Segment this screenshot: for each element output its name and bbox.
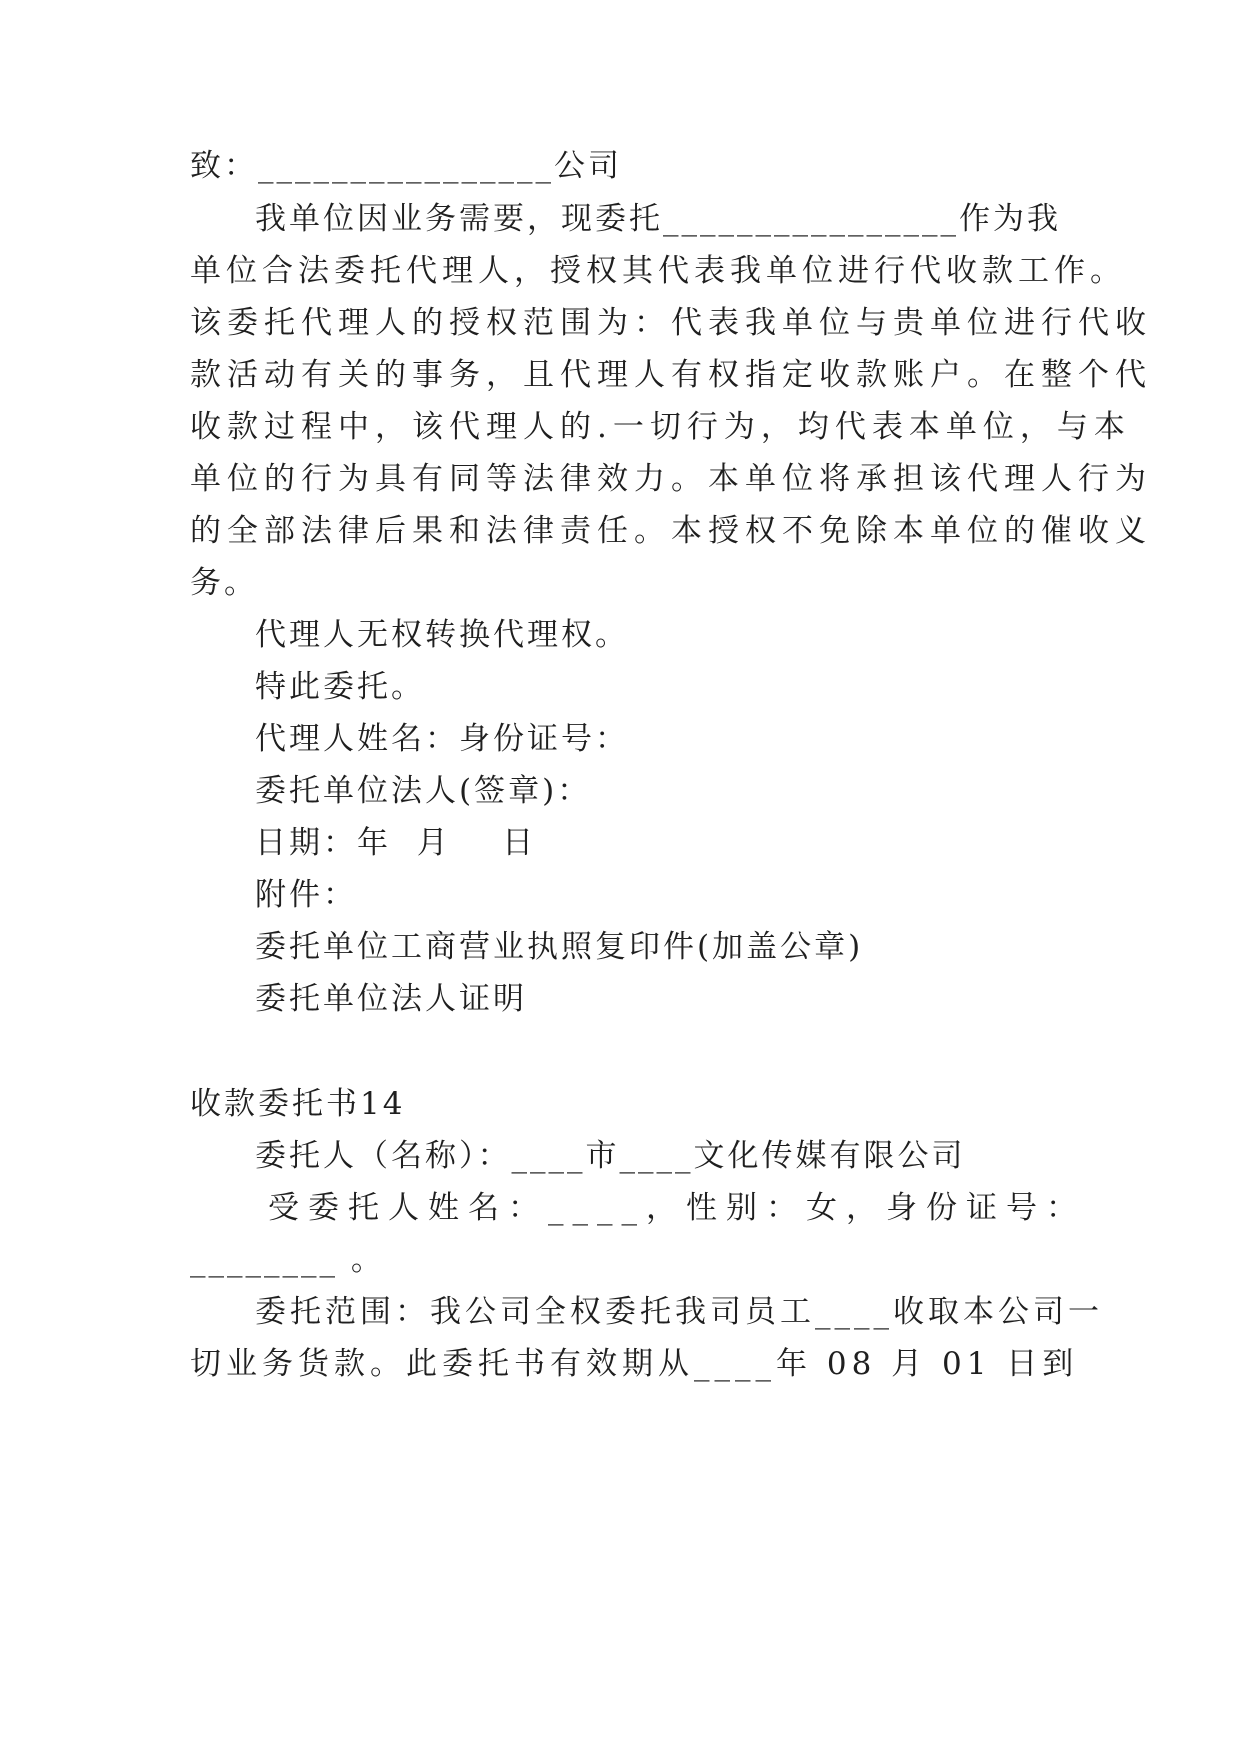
attachment-item-1: 委托单位工商营业执照复印件(加盖公章) xyxy=(255,929,864,965)
no-transfer-line: 代理人无权转换代理权。 xyxy=(255,617,629,653)
id-blank-line: ________ 。 xyxy=(190,1242,385,1278)
scope-line-1: 委托范围：我公司全权委托我司员工____收取本公司一 xyxy=(255,1294,1103,1330)
hereby-line: 特此委托。 xyxy=(255,669,425,705)
legal-rep-sign-line: 委托单位法人(签章)： xyxy=(255,773,592,809)
section-title: 收款委托书14 xyxy=(190,1086,406,1122)
body-line-4: 款活动有关的事务，且代理人有权指定收款账户。在整个代 xyxy=(190,357,1152,393)
scope-line-2: 切业务货款。此委托书有效期从____年 08 月 01 日到 xyxy=(190,1346,1079,1382)
body-line-5: 收款过程中，该代理人的.一切行为，均代表本单位，与本 xyxy=(190,409,1131,445)
addressee-line: 致：________________公司 xyxy=(190,148,622,184)
body-line-1: 我单位因业务需要，现委托________________作为我 xyxy=(255,201,1061,237)
principal-line: 委托人（名称）：____市____文化传媒有限公司 xyxy=(255,1138,966,1174)
body-line-7: 的全部法律后果和法律责任。本授权不免除本单位的催收义 xyxy=(190,513,1152,549)
body-line-6: 单位的行为具有同等法律效力。本单位将承担该代理人行为 xyxy=(190,461,1152,497)
date-line: 日期：年 月 日 xyxy=(255,825,537,861)
attachments-label: 附件： xyxy=(255,877,357,913)
agent-name-id-line: 代理人姓名：身份证号： xyxy=(255,721,629,757)
attachment-item-2: 委托单位法人证明 xyxy=(255,981,527,1017)
agent-info-line: 受委托人姓名：____，性别：女，身份证号： xyxy=(268,1190,1086,1226)
body-line-3: 该委托代理人的授权范围为：代表我单位与贵单位进行代收 xyxy=(190,305,1152,341)
body-line-8: 务。 xyxy=(190,565,258,601)
body-line-2: 单位合法委托代理人，授权其代表我单位进行代收款工作。 xyxy=(190,253,1126,289)
